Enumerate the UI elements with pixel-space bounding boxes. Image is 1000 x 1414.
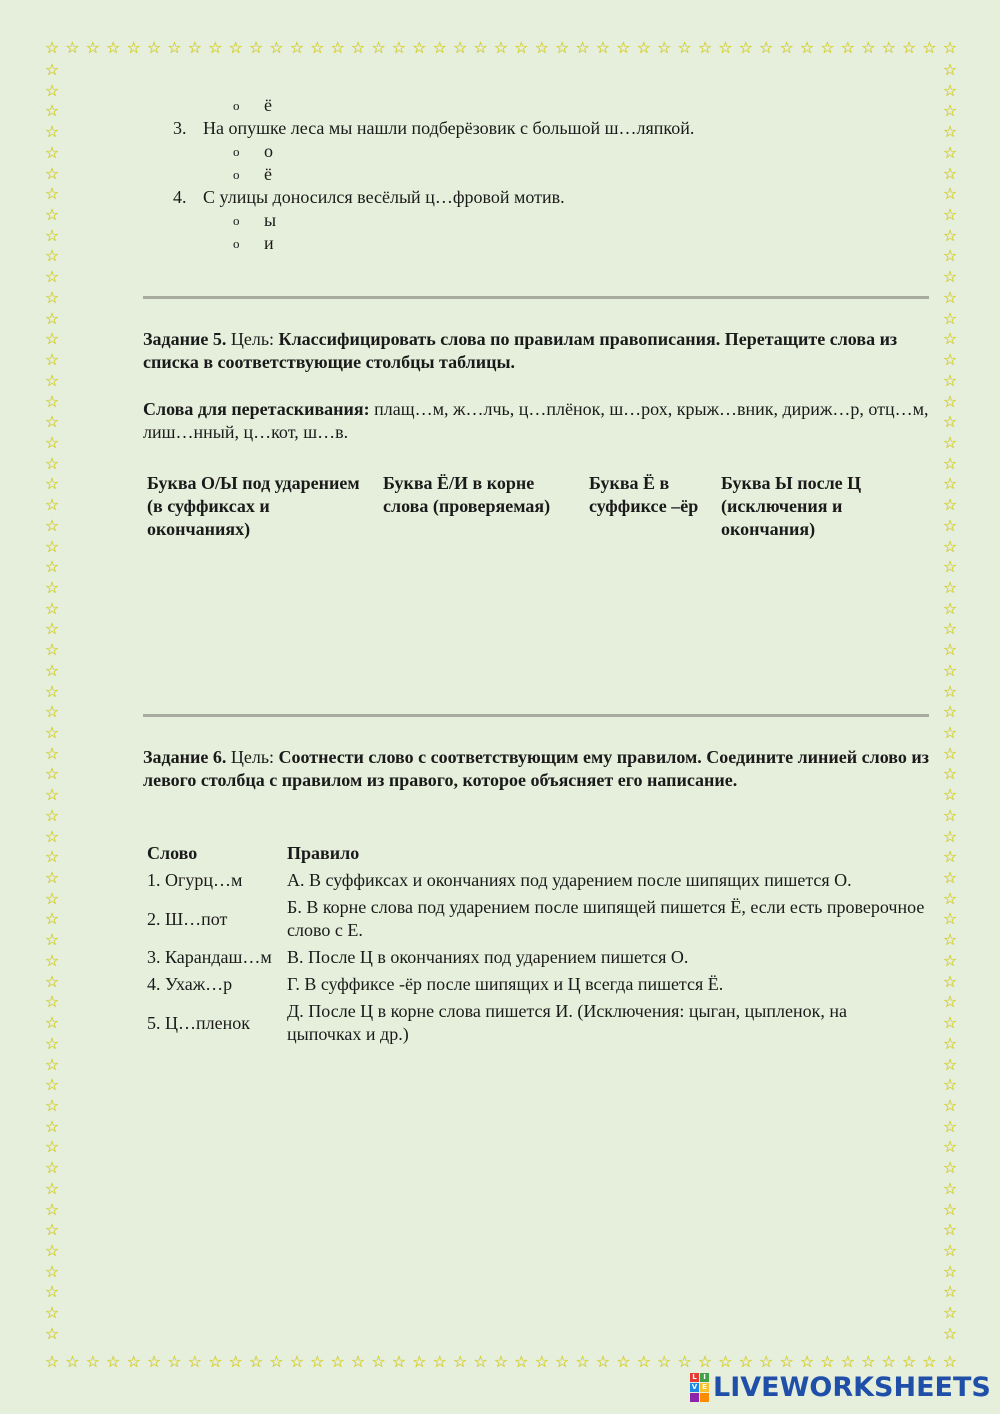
star-icon: ☆ [840,38,856,57]
star-icon: ☆ [922,1352,937,1371]
star-icon: ☆ [473,1352,488,1371]
star-icon: ☆ [44,1158,60,1178]
bullet-icon: o [233,144,240,159]
star-icon: ☆ [44,785,60,805]
table-row [143,944,929,971]
star-icon: ☆ [44,412,60,432]
task5-heading: Задание 5. Цель: Классифицировать слова по правилам правописания. Перетащите слова из списка в соответствующие столбцы таблицы. [143,329,898,372]
star-icon: ☆ [881,1352,896,1371]
star-icon: ☆ [595,1352,611,1371]
match-rule[interactable]: А. В суффиксах и окончаниях под ударением после шипящих пишется О. [287,870,852,890]
option-item[interactable]: o и [233,233,274,253]
star-icon: ☆ [514,1352,529,1371]
star-icon: ☆ [44,515,60,535]
question-item: 4. С улицы доносился весёлый ц…фровой мотив. [173,187,565,207]
task5-words: Слова для перетаскивания: плащ…м, ж…лчь, ц…плёнок, ш…рох, крыж…вник, дириж…р, отц…м, лиш…нный, ц…кот, ш…в. [143,399,929,442]
star-icon: ☆ [44,640,60,660]
star-icon: ☆ [616,1352,631,1371]
star-icon: ☆ [942,495,958,515]
star-icon: ☆ [44,1178,60,1198]
star-icon: ☆ [44,308,60,328]
task6-matching-table [143,840,929,1048]
star-icon: ☆ [208,1352,223,1371]
star-icon: ☆ [44,971,60,991]
star-icon: ☆ [942,888,958,908]
star-icon: ☆ [942,1323,958,1343]
star-icon: ☆ [820,1352,835,1371]
star-icon: ☆ [942,1178,958,1198]
star-icon: ☆ [44,267,60,287]
star-icon: ☆ [289,1352,305,1371]
star-icon: ☆ [942,308,958,328]
star-icon: ☆ [248,1352,264,1371]
star-icon: ☆ [799,38,815,57]
star-icon: ☆ [44,743,60,763]
star-icon: ☆ [942,619,958,639]
star-icon: ☆ [595,38,611,57]
star-icon: ☆ [391,38,407,57]
match-word[interactable]: 2. Ш…пот [147,908,228,929]
star-icon: ☆ [942,1240,958,1260]
star-icon: ☆ [44,868,60,888]
star-icon: ☆ [942,205,958,225]
star-icon: ☆ [657,1352,672,1371]
star-icon: ☆ [44,453,60,473]
logo-tiles-icon: L I V E [690,1373,709,1402]
star-icon: ☆ [697,1352,713,1371]
star-icon: ☆ [942,1137,958,1157]
star-icon: ☆ [942,38,958,57]
star-icon: ☆ [44,1054,60,1074]
star-icon: ☆ [942,60,958,79]
star-icon: ☆ [718,1352,733,1371]
star-icon: ☆ [942,391,958,411]
star-border-right [942,62,958,1342]
star-icon: ☆ [44,225,60,245]
option-item[interactable]: o о [233,141,273,161]
star-icon: ☆ [554,1352,570,1371]
star-icon: ☆ [942,1095,958,1115]
star-icon: ☆ [942,723,958,742]
star-icon: ☆ [44,287,60,307]
star-icon: ☆ [350,1352,366,1371]
star-icon: ☆ [126,38,141,57]
star-icon: ☆ [942,681,958,701]
star-icon: ☆ [942,930,958,950]
star-icon: ☆ [942,1303,958,1323]
star-icon: ☆ [44,474,60,494]
star-icon: ☆ [942,598,958,618]
star-border-top [44,40,958,56]
table-row [143,971,929,998]
star-icon: ☆ [942,1033,958,1053]
star-border-bottom [44,1354,958,1370]
star-icon: ☆ [44,1013,60,1033]
drop-column-header[interactable]: Буква Ё/И в корне слова (проверяемая) [383,473,551,516]
star-icon: ☆ [942,1352,958,1371]
match-rule[interactable]: Б. В корне слова под ударением после шипящей пишется Ё, если есть проверочное слово с Е. [287,897,925,940]
star-icon: ☆ [106,1352,121,1371]
table-row [143,998,929,1048]
star-icon: ☆ [901,38,917,57]
star-icon: ☆ [861,1352,876,1371]
star-icon: ☆ [861,38,876,57]
star-icon: ☆ [44,432,60,452]
star-icon: ☆ [44,1095,60,1115]
star-icon: ☆ [228,1352,243,1371]
star-icon: ☆ [554,38,570,57]
star-icon: ☆ [636,1352,651,1371]
option-item[interactable]: o ё [233,164,272,184]
star-icon: ☆ [942,660,958,680]
star-icon: ☆ [922,38,937,57]
star-icon: ☆ [697,38,713,57]
star-icon: ☆ [534,1352,549,1371]
star-icon: ☆ [942,350,958,370]
star-icon: ☆ [942,287,958,307]
star-icon: ☆ [44,350,60,370]
star-icon: ☆ [44,142,60,162]
star-icon: ☆ [146,1352,162,1371]
star-icon: ☆ [942,1199,958,1219]
star-icon: ☆ [44,909,60,929]
star-icon: ☆ [942,453,958,473]
drop-column-header[interactable]: Буква Ё в суффиксе –ёр [589,473,699,516]
option-item[interactable]: o ы [233,210,277,230]
table-header-row [143,840,929,867]
star-icon: ☆ [942,184,958,204]
star-icon: ☆ [677,38,692,57]
star-icon: ☆ [350,38,366,57]
task4-tail [143,94,929,255]
star-icon: ☆ [289,38,305,57]
star-icon: ☆ [942,971,958,991]
star-icon: ☆ [942,515,958,535]
star-icon: ☆ [44,1323,60,1343]
star-icon: ☆ [942,370,958,390]
star-icon: ☆ [575,1352,590,1371]
star-icon: ☆ [44,681,60,701]
star-icon: ☆ [514,38,529,57]
star-icon: ☆ [146,38,162,57]
star-icon: ☆ [942,432,958,452]
star-icon: ☆ [942,1116,958,1136]
column-header-word: Слово [147,843,198,863]
star-icon: ☆ [44,1303,60,1323]
bullet-icon: o [233,167,240,182]
star-icon: ☆ [942,577,958,597]
star-icon: ☆ [44,619,60,639]
star-icon: ☆ [269,1352,284,1371]
star-icon: ☆ [759,1352,774,1371]
star-icon: ☆ [942,1282,958,1302]
logo-text: LIVEWORKSHEETS [713,1372,991,1403]
star-icon: ☆ [44,1282,60,1302]
star-icon: ☆ [167,1352,182,1371]
star-icon: ☆ [677,1352,692,1371]
star-icon: ☆ [44,38,60,57]
star-icon: ☆ [167,38,182,57]
star-icon: ☆ [44,370,60,390]
star-icon: ☆ [452,38,468,57]
star-icon: ☆ [942,536,958,556]
star-icon: ☆ [473,38,488,57]
star-icon: ☆ [942,743,958,763]
star-icon: ☆ [412,1352,427,1371]
star-icon: ☆ [187,1352,203,1371]
star-icon: ☆ [208,38,223,57]
star-icon: ☆ [85,38,100,57]
match-word[interactable]: 5. Ц…пленок [147,1012,250,1033]
star-icon: ☆ [187,38,203,57]
star-icon: ☆ [575,38,590,57]
match-rule[interactable]: В. После Ц в окончаниях под ударением пишется О. [287,947,689,967]
star-icon: ☆ [44,1199,60,1219]
star-icon: ☆ [881,38,896,57]
star-icon: ☆ [330,38,345,57]
table-row [143,867,929,894]
star-icon: ☆ [310,1352,325,1371]
star-icon: ☆ [942,163,958,183]
star-icon: ☆ [493,1352,509,1371]
star-icon: ☆ [44,950,60,970]
star-icon: ☆ [44,557,60,577]
star-icon: ☆ [820,38,835,57]
star-icon: ☆ [44,723,60,742]
star-icon: ☆ [432,1352,447,1371]
star-icon: ☆ [44,1075,60,1095]
star-icon: ☆ [616,38,631,57]
star-icon: ☆ [942,950,958,970]
option-item[interactable]: o ё [233,95,272,115]
star-icon: ☆ [840,1352,856,1371]
match-word[interactable]: 1. Огурц…м [147,870,243,890]
star-icon: ☆ [493,38,509,57]
question-item: 3. На опушке леса мы нашли подберёзовик с большой ш…ляпкой. [173,118,695,138]
star-icon: ☆ [126,1352,141,1371]
bullet-icon: o [233,236,240,251]
star-icon: ☆ [248,38,264,57]
star-icon: ☆ [942,225,958,245]
star-icon: ☆ [942,764,958,784]
star-icon: ☆ [942,80,958,100]
star-icon: ☆ [44,598,60,618]
star-icon: ☆ [371,1352,386,1371]
drop-column-header[interactable]: Буква Ы после Ц (исключения и окончания) [721,473,862,539]
star-icon: ☆ [942,329,958,349]
liveworksheets-logo [690,1372,991,1403]
match-word[interactable]: 3. Карандаш…м [147,947,272,967]
star-icon: ☆ [44,60,60,79]
star-icon: ☆ [738,38,753,57]
star-icon: ☆ [44,184,60,204]
star-icon: ☆ [779,38,794,57]
star-icon: ☆ [44,1261,60,1281]
star-icon: ☆ [44,495,60,515]
star-icon: ☆ [44,246,60,266]
star-icon: ☆ [65,1352,80,1371]
task5-columns-table [143,472,895,541]
table-row [143,894,929,944]
section-divider [143,714,929,717]
drop-column-header[interactable]: Буква О/Ы под ударением (в суффиксах и окончаниях) [147,473,360,539]
star-icon: ☆ [942,868,958,888]
bullet-icon: o [233,213,240,228]
match-rule[interactable]: Г. В суффиксе -ёр после шипящих и Ц всегда пишется Ё. [287,974,724,994]
star-icon: ☆ [412,38,427,57]
star-icon: ☆ [330,1352,345,1371]
star-icon: ☆ [942,909,958,929]
star-icon: ☆ [106,38,121,57]
star-icon: ☆ [44,122,60,142]
star-icon: ☆ [44,1240,60,1260]
star-icon: ☆ [44,577,60,597]
star-icon: ☆ [779,1352,794,1371]
star-icon: ☆ [44,1352,60,1371]
star-icon: ☆ [44,329,60,349]
star-icon: ☆ [942,142,958,162]
star-icon: ☆ [44,1116,60,1136]
star-icon: ☆ [942,805,958,825]
task6-heading: Задание 6. Цель: Соотнести слово с соответствующим ему правилом. Соедините линией слово из левого столбца с правилом из правого, которое объясняет его написание. [143,747,929,790]
star-icon: ☆ [44,163,60,183]
star-icon: ☆ [942,267,958,287]
star-icon: ☆ [65,38,80,57]
star-icon: ☆ [44,660,60,680]
match-word[interactable]: 4. Ухаж…р [147,974,233,994]
star-icon: ☆ [942,122,958,142]
star-icon: ☆ [636,38,651,57]
section-divider [143,296,929,299]
star-icon: ☆ [269,38,284,57]
star-icon: ☆ [44,1220,60,1240]
star-icon: ☆ [44,805,60,825]
star-icon: ☆ [942,785,958,805]
star-icon: ☆ [44,391,60,411]
star-icon: ☆ [85,1352,100,1371]
star-icon: ☆ [942,1054,958,1074]
star-icon: ☆ [942,992,958,1012]
star-icon: ☆ [942,640,958,660]
star-border-left [44,62,60,1342]
bullet-icon: o [233,98,240,113]
star-icon: ☆ [44,536,60,556]
star-icon: ☆ [942,557,958,577]
star-icon: ☆ [942,412,958,432]
star-icon: ☆ [738,1352,753,1371]
star-icon: ☆ [657,38,672,57]
star-icon: ☆ [44,702,60,722]
star-icon: ☆ [371,38,386,57]
star-icon: ☆ [44,992,60,1012]
star-icon: ☆ [718,38,733,57]
star-icon: ☆ [391,1352,407,1371]
star-icon: ☆ [942,101,958,121]
star-icon: ☆ [942,847,958,867]
star-icon: ☆ [44,1033,60,1053]
star-icon: ☆ [228,38,243,57]
star-icon: ☆ [310,38,325,57]
star-icon: ☆ [44,826,60,846]
star-icon: ☆ [432,38,447,57]
star-icon: ☆ [44,101,60,121]
column-header-rule: Правило [287,843,360,863]
star-icon: ☆ [799,1352,815,1371]
star-icon: ☆ [44,847,60,867]
star-icon: ☆ [942,1075,958,1095]
star-icon: ☆ [44,930,60,950]
star-icon: ☆ [759,38,774,57]
star-icon: ☆ [44,764,60,784]
star-icon: ☆ [44,205,60,225]
star-icon: ☆ [452,1352,468,1371]
star-icon: ☆ [942,1158,958,1178]
star-icon: ☆ [942,474,958,494]
star-icon: ☆ [44,1137,60,1157]
star-icon: ☆ [942,702,958,722]
match-rule[interactable]: Д. После Ц в корне слова пишется И. (Исключения: цыган, цыпленок, на цыпочках и др.) [287,1001,847,1044]
star-icon: ☆ [901,1352,917,1371]
star-icon: ☆ [942,1220,958,1240]
star-icon: ☆ [942,1261,958,1281]
star-icon: ☆ [534,38,549,57]
star-icon: ☆ [44,80,60,100]
star-icon: ☆ [942,1013,958,1033]
star-icon: ☆ [942,826,958,846]
star-icon: ☆ [942,246,958,266]
star-icon: ☆ [44,888,60,908]
